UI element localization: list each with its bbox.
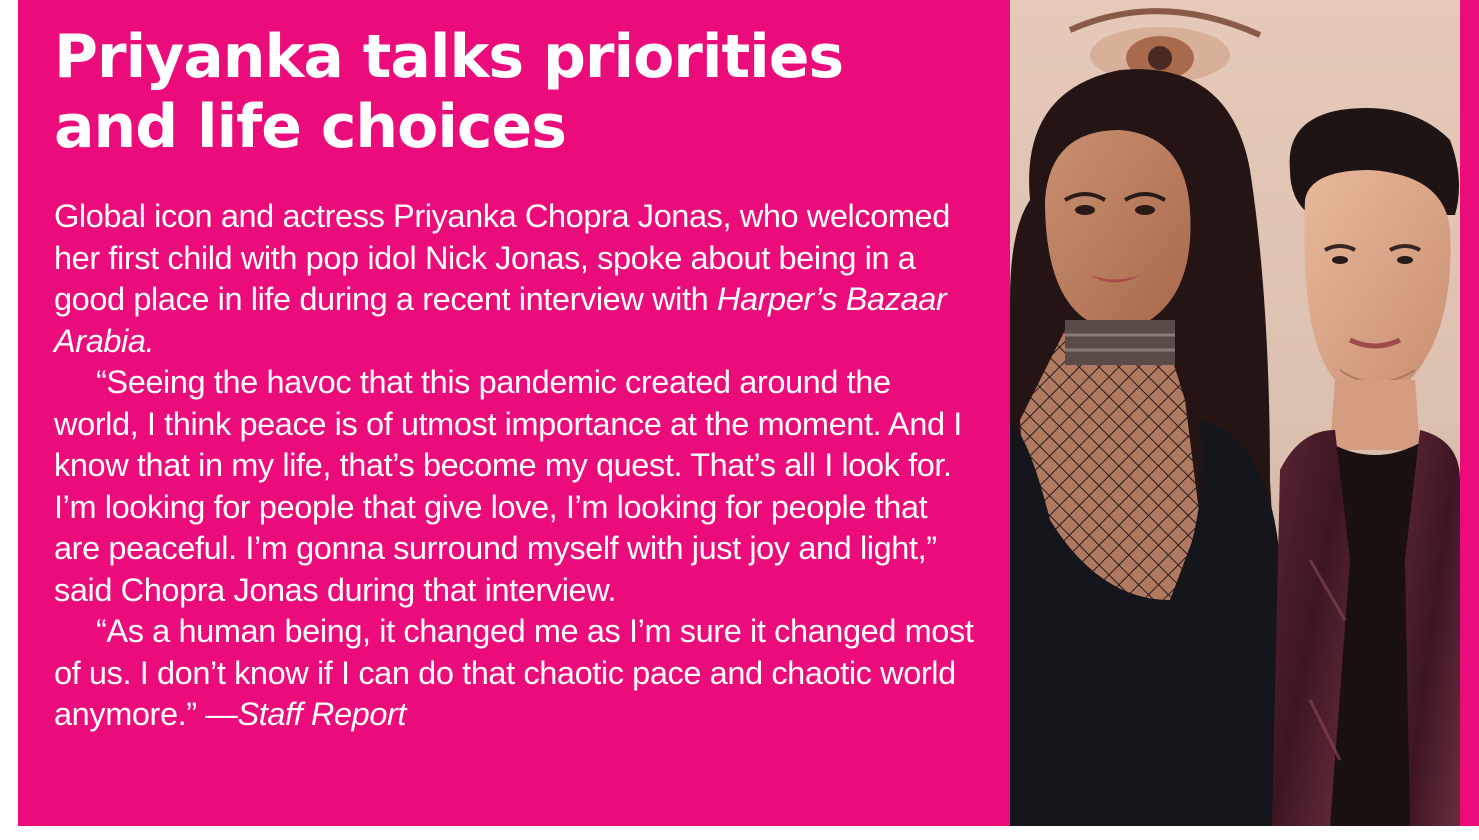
man-neck — [1330, 380, 1420, 450]
paragraph-1 — [54, 196, 980, 362]
byline: Staff Report — [237, 696, 407, 732]
paragraph-2: “Seeing the havoc that this pandemic created around the world, I think peace is of utmost importance at the moment. And I know that in my life, that’s become my quest. That’s all I look for. I’m looking for people that give love, I’m looking for people that are peaceful. I’m gonna surround myself with just joy and light,” said Chopra Jonas during that interview. — [54, 364, 962, 608]
headline: Priyanka talks priorities and life choices — [54, 22, 844, 162]
article-body — [54, 196, 980, 736]
right-border-strip — [1460, 0, 1479, 826]
choker — [1065, 320, 1175, 365]
paragraph-1-text: Global icon and actress Priyanka Chopra Jonas, who welcomed her first child with pop idol Nick Jonas, spoke about being in a good place in life during a recent interview with — [54, 198, 950, 317]
woman-face — [1045, 130, 1191, 329]
paragraph-3-text: “As a human being, it changed me as I’m sure it changed most of us. I don’t know if I can do that chaotic pace and chaotic world anymore.” — — [54, 613, 974, 732]
publication-name: Harper’s Bazaar Arabia. — [54, 281, 947, 359]
article-text-panel — [18, 0, 1010, 826]
couple-photo — [1010, 0, 1460, 826]
photo-illustration — [1010, 0, 1460, 826]
paragraph-3 — [54, 611, 980, 736]
bottom-margin — [0, 826, 1479, 840]
